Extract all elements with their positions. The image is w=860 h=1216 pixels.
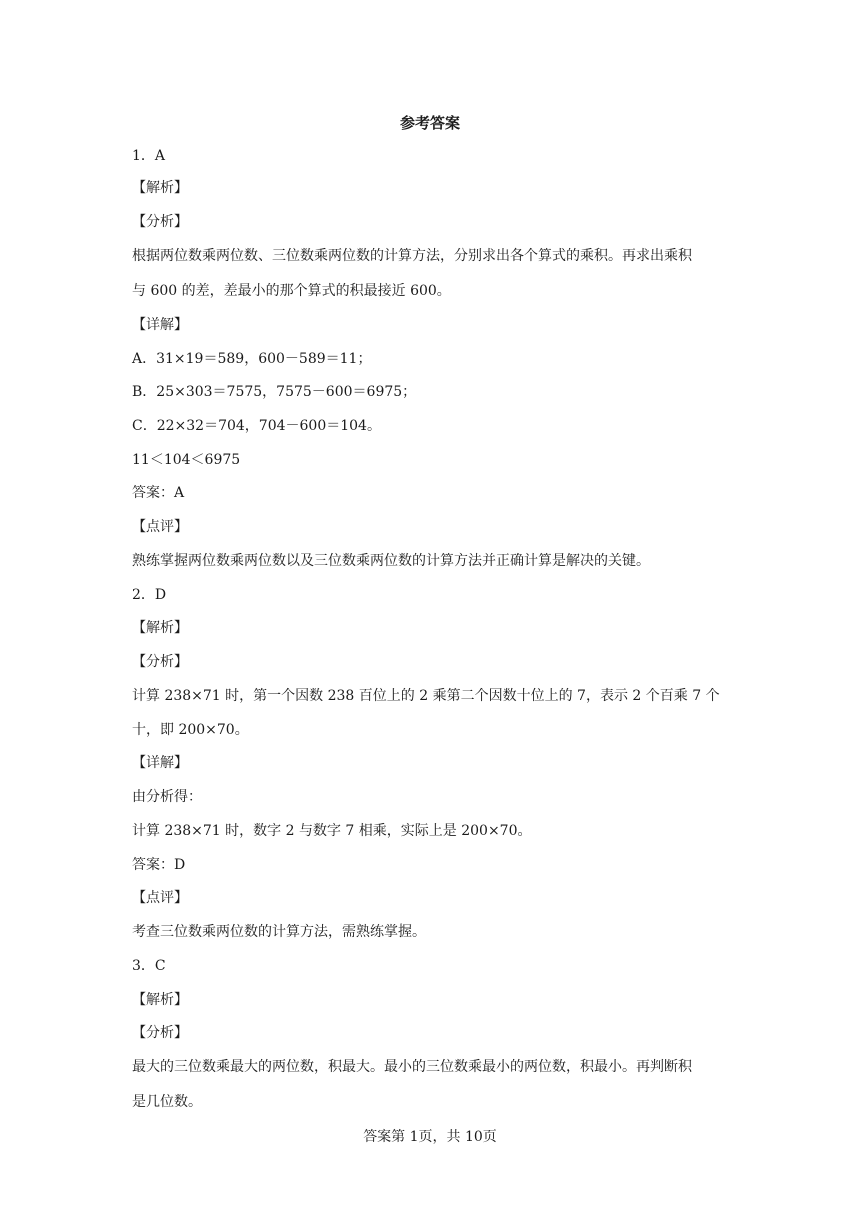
text-line: 【分析】 [132, 214, 188, 230]
text-line: 十，即 200×70。 [132, 722, 249, 738]
text-line: 考查三位数乘两位数的计算方法，需熟练掌握。 [132, 924, 426, 940]
text-line: 【解析】 [132, 620, 188, 636]
text-line: 熟练掌握两位数乘两位数以及三位数乘两位数的计算方法并正确计算是解决的关键。 [132, 553, 650, 569]
text-line: B．25×303＝7575，7575－600＝6975； [132, 384, 417, 400]
text-line: 【分析】 [132, 654, 188, 670]
text-line: 【解析】 [132, 180, 188, 196]
text-line: 与 600 的差，差最小的那个算式的积最接近 600。 [132, 283, 451, 299]
text-line: 根据两位数乘两位数、三位数乘两位数的计算方法，分别求出各个算式的乘积。再求出乘积 [132, 248, 692, 264]
text-line: 【点评】 [132, 519, 188, 535]
text-line: 计算 238×71 时，第一个因数 238 百位上的 2 乘第二个因数十位上的 7，表示 2 个百乘 7 个 [132, 688, 720, 704]
text-line: 是几位数。 [132, 1094, 202, 1110]
text-line: A．31×19＝589，600－589＝11； [132, 351, 372, 367]
text-line: 由分析得： [132, 789, 202, 805]
text-line: 3．C [132, 958, 166, 974]
text-line: 【分析】 [132, 1025, 188, 1041]
text-line: 【详解】 [132, 755, 188, 771]
text-line: C．22×32＝704，704－600＝104。 [132, 418, 381, 434]
text-line: 计算 238×71 时，数字 2 与数字 7 相乘，实际上是 200×70。 [132, 823, 532, 839]
page-footer: 答案第 1页，共 10页 [363, 1129, 497, 1145]
text-line: 【点评】 [132, 890, 188, 906]
text-line: 1．A [132, 148, 166, 164]
text-line: 2．D [132, 587, 167, 603]
page-title: 参考答案 [399, 114, 460, 132]
text-line: 最大的三位数乘最大的两位数，积最大。最小的三位数乘最小的两位数，积最小。再判断积 [132, 1059, 692, 1075]
text-line: 答案：D [132, 857, 186, 873]
text-line: 【详解】 [132, 317, 188, 333]
text-line: 答案：A [132, 485, 185, 501]
text-line: 【解析】 [132, 992, 188, 1008]
text-line: 11＜104＜6975 [132, 452, 241, 468]
